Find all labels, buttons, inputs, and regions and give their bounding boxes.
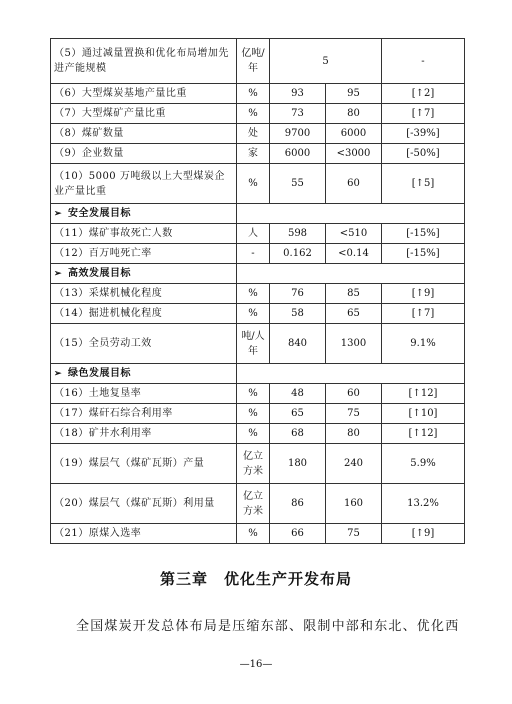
change-cell: [↑9] xyxy=(382,524,465,544)
target-value-cell: 60 xyxy=(326,384,382,404)
target-value-cell: 75 xyxy=(326,404,382,424)
change-cell: 5.9% xyxy=(382,444,465,484)
indicator-name: （6）大型煤炭基地产量比重 xyxy=(51,84,237,104)
indicator-name: （13）采煤机械化程度 xyxy=(51,284,237,304)
section-row xyxy=(51,264,465,284)
base-value-cell: 66 xyxy=(270,524,326,544)
change-cell: [-15%] xyxy=(382,244,465,264)
indicator-name: （12）百万吨死亡率 xyxy=(51,244,237,264)
indicator-name: （8）煤矿数量 xyxy=(51,124,237,144)
change-cell: 13.2% xyxy=(382,484,465,524)
unit-cell: % xyxy=(237,404,270,424)
target-value-cell: 60 xyxy=(326,164,382,204)
unit-cell: 人 xyxy=(237,224,270,244)
target-value-cell: <0.14 xyxy=(326,244,382,264)
unit-cell: 处 xyxy=(237,124,270,144)
base-value-cell: 93 xyxy=(270,84,326,104)
change-cell: [-15%] xyxy=(382,224,465,244)
table-row xyxy=(51,424,465,444)
target-value-cell: 85 xyxy=(326,284,382,304)
table-row xyxy=(51,124,465,144)
unit-cell: 家 xyxy=(237,144,270,164)
target-value-cell: 95 xyxy=(326,84,382,104)
unit-cell: 吨/人年 xyxy=(237,324,270,364)
target-value-cell: 240 xyxy=(326,444,382,484)
table-row xyxy=(51,104,465,124)
target-value-cell: 80 xyxy=(326,104,382,124)
unit-cell: % xyxy=(237,164,270,204)
target-value-cell: 6000 xyxy=(326,124,382,144)
unit-cell: % xyxy=(237,384,270,404)
change-cell: [-50%] xyxy=(382,144,465,164)
base-value-cell: 9700 xyxy=(270,124,326,144)
table-row xyxy=(51,144,465,164)
unit-cell: 亿立方米 xyxy=(237,484,270,524)
change-cell: [↑7] xyxy=(382,304,465,324)
table-row xyxy=(51,244,465,264)
table-row xyxy=(51,404,465,424)
indicator-table xyxy=(50,38,465,544)
unit-cell: 亿立方米 xyxy=(237,444,270,484)
arrowhead-bullet-icon xyxy=(54,206,68,222)
table-row xyxy=(51,444,465,484)
target-value-cell: <3000 xyxy=(326,144,382,164)
base-value-cell: 73 xyxy=(270,104,326,124)
indicator-name: （17）煤矸石综合利用率 xyxy=(51,404,237,424)
indicator-name: （5）通过减量置换和优化布局增加先进产能规模 xyxy=(51,39,237,84)
section-label: 安全发展目标 xyxy=(68,207,131,219)
target-value-cell: 75 xyxy=(326,524,382,544)
change-cell: 9.1% xyxy=(382,324,465,364)
base-value-cell: 48 xyxy=(270,384,326,404)
indicator-name: （16）土地复垦率 xyxy=(51,384,237,404)
chapter-title: 第三章 优化生产开发布局 xyxy=(159,570,352,588)
indicator-name: （14）掘进机械化程度 xyxy=(51,304,237,324)
indicator-name: （15）全员劳动工效 xyxy=(51,324,237,364)
base-value-cell: 76 xyxy=(270,284,326,304)
indicator-name: （11）煤矿事故死亡人数 xyxy=(51,224,237,244)
target-value-cell: 65 xyxy=(326,304,382,324)
change-cell: [↑9] xyxy=(382,284,465,304)
base-value-cell: 0.162 xyxy=(270,244,326,264)
indicator-name: （7）大型煤矿产量比重 xyxy=(51,104,237,124)
table-row xyxy=(51,384,465,404)
table-row xyxy=(51,284,465,304)
empty-cell xyxy=(237,364,465,384)
table-row xyxy=(51,39,465,84)
arrowhead-bullet-icon xyxy=(54,366,68,382)
arrowhead-bullet-icon xyxy=(54,266,68,282)
section-heading xyxy=(51,204,237,224)
body-paragraph: 全国煤炭开发总体布局是压缩东部、限制中部和东北、优化西 xyxy=(76,619,460,634)
table-row xyxy=(51,524,465,544)
merged-value-cell: 5 xyxy=(270,39,382,84)
indicator-name: （19）煤层气（煤矿瓦斯）产量 xyxy=(51,444,237,484)
base-value-cell: 58 xyxy=(270,304,326,324)
unit-cell: - xyxy=(237,244,270,264)
unit-cell: % xyxy=(237,304,270,324)
indicator-name: （9）企业数量 xyxy=(51,144,237,164)
table-row xyxy=(51,304,465,324)
indicator-name: （21）原煤入选率 xyxy=(51,524,237,544)
change-cell: [-39%] xyxy=(382,124,465,144)
unit-cell: % xyxy=(237,84,270,104)
empty-cell xyxy=(237,264,465,284)
change-cell: [↑10] xyxy=(382,404,465,424)
base-value-cell: 68 xyxy=(270,424,326,444)
table-row xyxy=(51,324,465,364)
section-heading xyxy=(51,364,237,384)
base-value-cell: 840 xyxy=(270,324,326,364)
change-cell: [↑2] xyxy=(382,84,465,104)
base-value-cell: 65 xyxy=(270,404,326,424)
unit-cell: % xyxy=(237,524,270,544)
table-row xyxy=(51,164,465,204)
base-value-cell: 86 xyxy=(270,484,326,524)
table-row xyxy=(51,484,465,524)
table-row xyxy=(51,84,465,104)
table-row xyxy=(51,224,465,244)
target-value-cell: 80 xyxy=(326,424,382,444)
unit-cell: % xyxy=(237,284,270,304)
section-row xyxy=(51,364,465,384)
section-row xyxy=(51,204,465,224)
change-cell: [↑12] xyxy=(382,384,465,404)
unit-cell: % xyxy=(237,104,270,124)
empty-cell xyxy=(237,204,465,224)
page-number: —16— xyxy=(239,659,273,670)
indicator-name: （20）煤层气（煤矿瓦斯）利用量 xyxy=(51,484,237,524)
base-value-cell: 180 xyxy=(270,444,326,484)
section-label: 高效发展目标 xyxy=(68,267,131,279)
change-cell: [↑7] xyxy=(382,104,465,124)
unit-cell: 亿吨/年 xyxy=(237,39,270,84)
indicator-name: （18）矿井水利用率 xyxy=(51,424,237,444)
target-value-cell: 1300 xyxy=(326,324,382,364)
section-label: 绿色发展目标 xyxy=(68,367,131,379)
base-value-cell: 598 xyxy=(270,224,326,244)
section-heading xyxy=(51,264,237,284)
unit-cell: % xyxy=(237,424,270,444)
indicator-name: （10）5000 万吨级以上大型煤炭企业产量比重 xyxy=(51,164,237,204)
target-value-cell: <510 xyxy=(326,224,382,244)
change-cell: [↑12] xyxy=(382,424,465,444)
base-value-cell: 6000 xyxy=(270,144,326,164)
change-cell: [↑5] xyxy=(382,164,465,204)
base-value-cell: 55 xyxy=(270,164,326,204)
change-cell: - xyxy=(382,39,465,84)
target-value-cell: 160 xyxy=(326,484,382,524)
